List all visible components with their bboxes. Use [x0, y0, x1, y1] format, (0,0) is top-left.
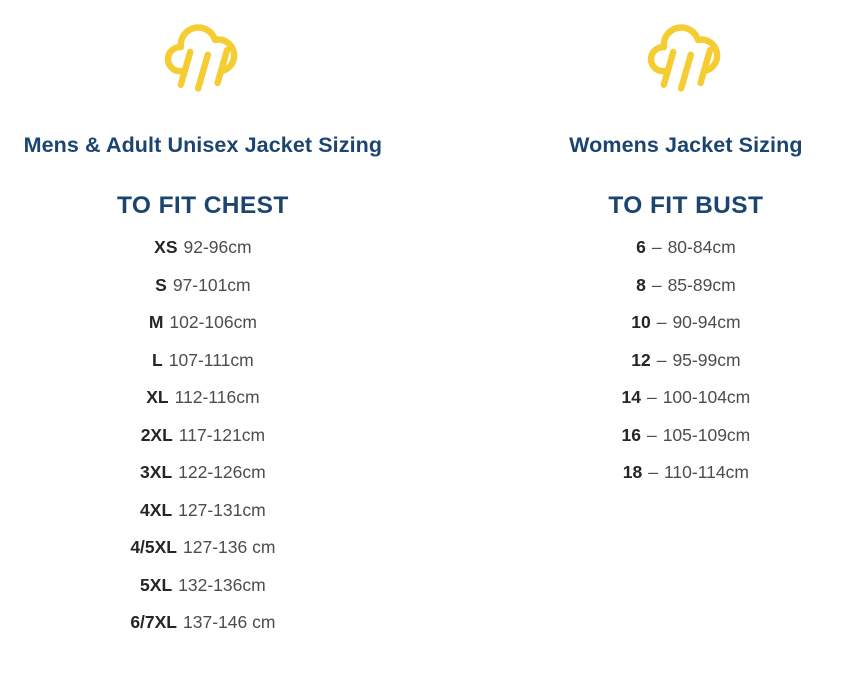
size-row: [0, 604, 406, 642]
size-label: 6: [636, 237, 646, 257]
size-range: 127-136 cm: [183, 537, 276, 557]
size-label: 12: [631, 349, 651, 370]
column-title: Mens & Adult Unisex Jacket Sizing: [23, 133, 383, 157]
size-row: [0, 454, 406, 492]
rain-cloud-icon: [527, 15, 845, 107]
size-range: 122-126cm: [178, 462, 266, 482]
size-row: [0, 304, 406, 342]
size-label: 8: [636, 274, 646, 295]
size-range: 90-94cm: [672, 312, 741, 332]
size-row: [527, 304, 845, 342]
size-range: 117-121cm: [178, 424, 266, 445]
size-label: 2XL: [140, 424, 173, 445]
size-label: M: [148, 312, 164, 332]
size-range: 97-101cm: [172, 274, 251, 295]
size-row: [527, 229, 845, 267]
womens-sizing-column: [527, 15, 845, 642]
size-row: [527, 379, 845, 417]
size-range: 92-96cm: [183, 237, 252, 257]
size-range: 85-89cm: [667, 274, 736, 295]
size-row: [0, 342, 406, 380]
size-range: 107-111cm: [168, 349, 254, 370]
size-label: L: [152, 349, 163, 370]
size-row: [0, 492, 406, 530]
size-row: [527, 267, 845, 305]
size-range: 112-116cm: [174, 387, 260, 407]
size-label: 4/5XL: [130, 537, 178, 557]
size-range: 80-84cm: [667, 237, 736, 257]
separator-dash: –: [651, 274, 662, 295]
separator-dash: –: [646, 424, 657, 445]
size-row: [0, 379, 406, 417]
size-label: S: [155, 274, 167, 295]
size-label: 4XL: [140, 499, 173, 520]
size-label: 16: [621, 424, 641, 445]
mens-sizing-column: [0, 15, 406, 642]
size-row: [527, 342, 845, 380]
size-label: 14: [621, 387, 641, 407]
column-subtitle: TO FIT CHEST: [116, 192, 289, 219]
size-label: XL: [146, 387, 169, 407]
size-range: 137-146 cm: [183, 612, 276, 632]
size-row: [527, 454, 845, 492]
column-title: Womens Jacket Sizing: [569, 133, 803, 157]
size-label: 18: [622, 462, 643, 482]
separator-dash: –: [656, 349, 667, 370]
separator-dash: –: [656, 312, 667, 332]
size-list: [527, 229, 845, 492]
size-label: 3XL: [140, 462, 173, 482]
size-range: 102-106cm: [169, 312, 257, 332]
size-range: 100-104cm: [662, 387, 751, 407]
size-row: [0, 229, 406, 267]
size-label: 5XL: [140, 574, 173, 595]
column-subtitle: TO FIT BUST: [608, 192, 764, 219]
size-label: 10: [631, 312, 651, 332]
size-row: [0, 529, 406, 567]
size-range: 105-109cm: [662, 424, 751, 445]
size-row: [0, 567, 406, 605]
separator-dash: –: [651, 237, 662, 257]
size-row: [0, 417, 406, 455]
size-row: [0, 267, 406, 305]
size-range: 132-136cm: [178, 574, 266, 595]
size-range: 95-99cm: [672, 349, 741, 370]
size-row: [527, 417, 845, 455]
size-label: XS: [154, 237, 178, 257]
separator-dash: –: [648, 462, 658, 482]
separator-dash: –: [646, 387, 657, 407]
size-list: [0, 229, 406, 642]
size-label: 6/7XL: [130, 612, 178, 632]
rain-cloud-icon: [0, 15, 406, 107]
size-range: 127-131cm: [178, 499, 266, 520]
size-range: 110-114cm: [664, 462, 749, 482]
